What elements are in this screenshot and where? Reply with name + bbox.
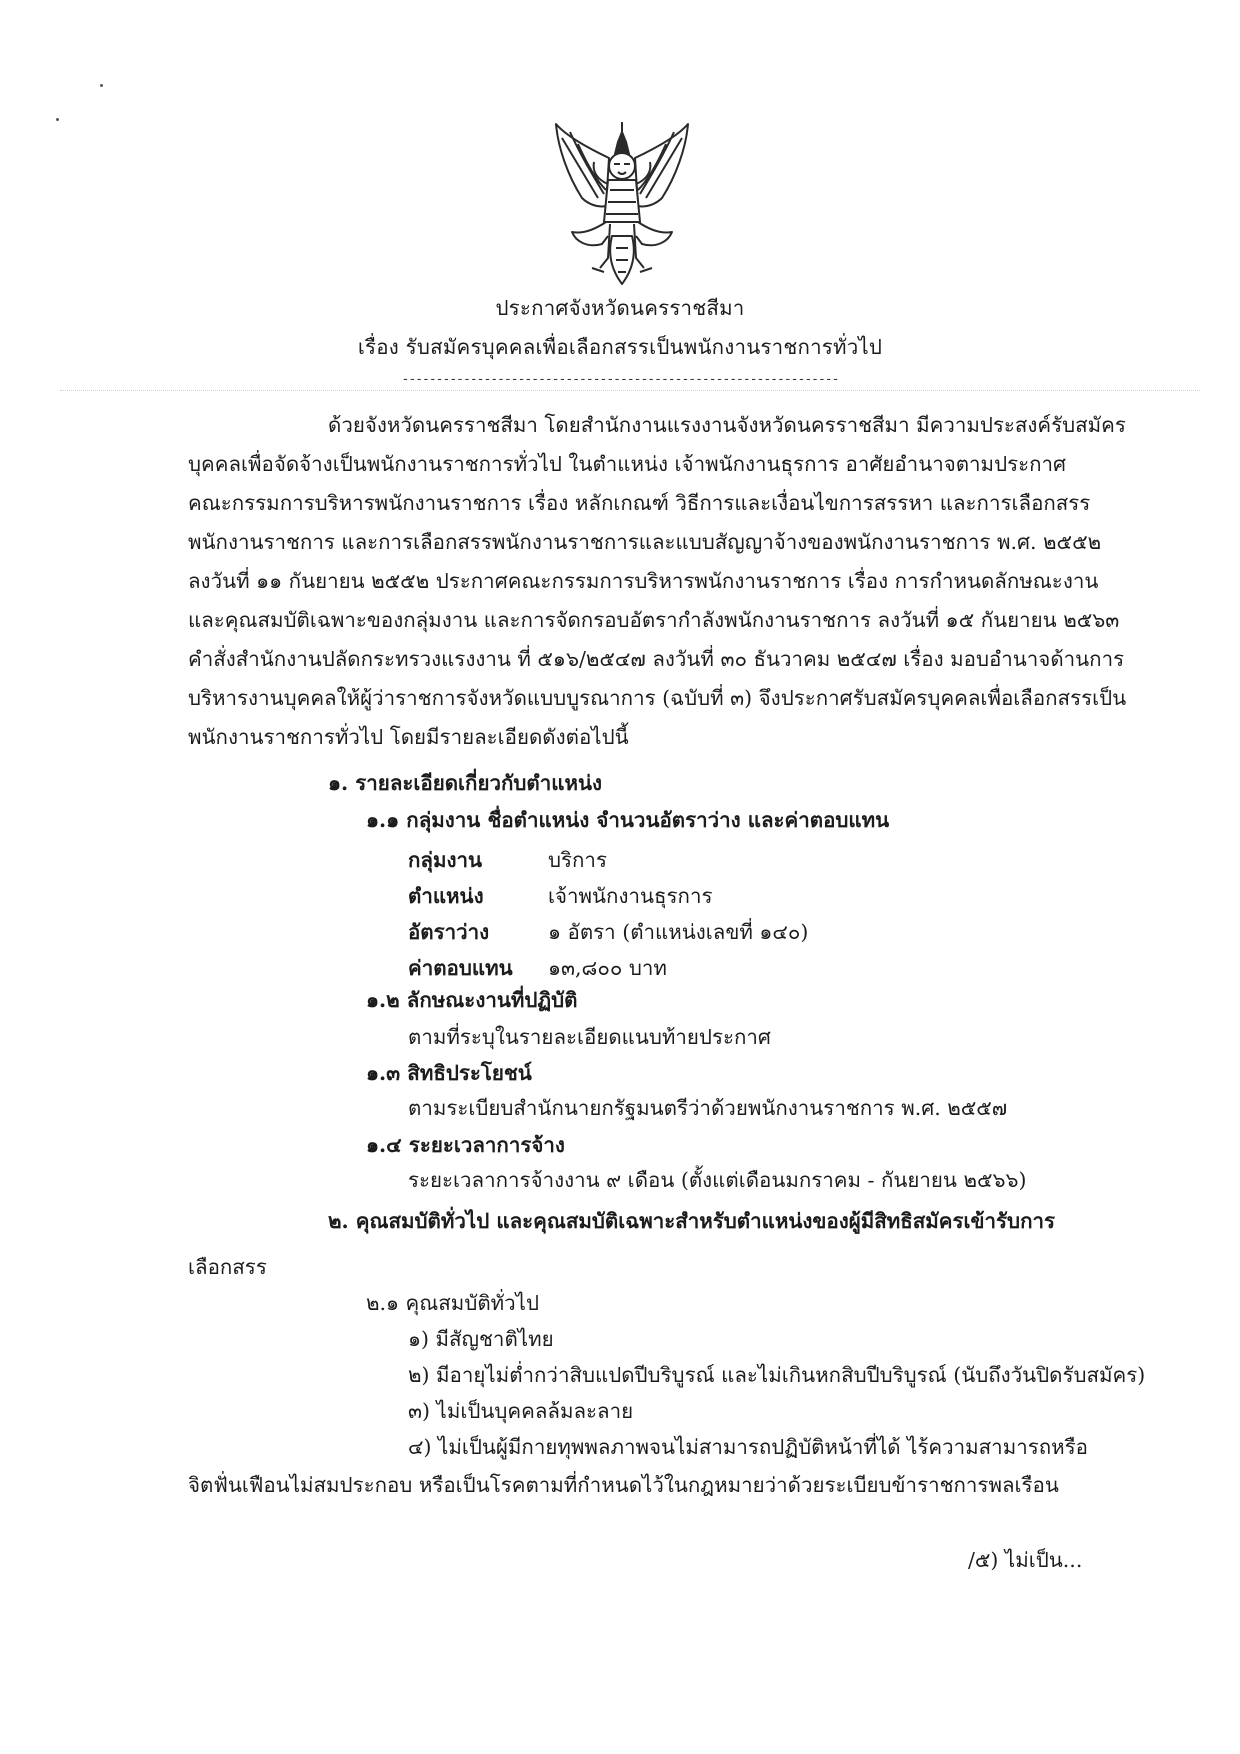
section2-1-heading: ๒.๑ คุณสมบัติทั่วไป bbox=[366, 1291, 539, 1315]
qualification-item: ๓) ไม่เป็นบุคคลล้มละลาย bbox=[408, 1399, 634, 1423]
section2-heading-cont: เลือกสรร bbox=[188, 1255, 267, 1279]
detail-label-position: ตำแหน่ง bbox=[408, 884, 484, 908]
section1-2-heading: ๑.๒ ลักษณะงานที่ปฏิบัติ bbox=[366, 988, 578, 1012]
section1-4-text: ระยะเวลาการจ้างงาน ๙ เดือน (ตั้งแต่เดือนมกราคม - กันยายน ๒๕๖๖) bbox=[408, 1168, 1027, 1192]
detail-value-vacancy: ๑ อัตรา (ตำแหน่งเลขที่ ๑๔๐) bbox=[548, 920, 809, 944]
qualification-item: ๔) ไม่เป็นผู้มีกายทุพพลภาพจนไม่สามารถปฏิบัติหน้าที่ได้ ไร้ความสามารถหรือ bbox=[408, 1435, 1088, 1459]
intro-line: บริหารงานบุคคลให้ผู้ว่าราชการจังหวัดแบบบูรณาการ (ฉบับที่ ๓) จึงประกาศรับสมัครบุคคลเพื่อเลือกสรรเป็น bbox=[188, 686, 1127, 710]
detail-label-salary: ค่าตอบแทน bbox=[408, 956, 513, 980]
intro-line: พนักงานราชการทั่วไป โดยมีรายละเอียดดังต่อไปนี้ bbox=[188, 725, 629, 749]
intro-line: คำสั่งสำนักงานปลัดกระทรวงแรงงาน ที่ ๕๑๖/๒๕๔๗ ลงวันที่ ๓๐ ธันวาคม ๒๕๔๗ เรื่อง มอบอำนาจด้านการ bbox=[188, 647, 1125, 671]
document-title: ประกาศจังหวัดนครราชสีมา bbox=[495, 296, 745, 320]
detail-label-workgroup: กลุ่มงาน bbox=[408, 848, 483, 872]
section1-4-heading: ๑.๔ ระยะเวลาการจ้าง bbox=[366, 1133, 565, 1157]
qualification-item-cont: จิตฟั่นเฟือนไม่สมประกอบ หรือเป็นโรคตามที่กำหนดไว้ในกฎหมายว่าด้วยระเบียบข้าราชการพลเรือน bbox=[188, 1473, 1059, 1497]
qualification-item: ๒) มีอายุไม่ต่ำกว่าสิบแปดปีบริบูรณ์ และไม่เกินหกสิบปีบริบูรณ์ (นับถึงวันปิดรับสมัคร) bbox=[408, 1363, 1146, 1387]
document-subject: เรื่อง รับสมัครบุคคลเพื่อเลือกสรรเป็นพนักงานราชการทั่วไป bbox=[357, 335, 883, 359]
section1-heading: ๑. รายละเอียดเกี่ยวกับตำแหน่ง bbox=[328, 771, 602, 795]
intro-line: ด้วยจังหวัดนครราชสีมา โดยสำนักงานแรงงานจังหวัดนครราชสีมา มีความประสงค์รับสมัคร bbox=[328, 413, 1126, 437]
qualification-item: ๑) มีสัญชาติไทย bbox=[408, 1327, 554, 1351]
section2-heading: ๒. คุณสมบัติทั่วไป และคุณสมบัติเฉพาะสำหรับตำแหน่งของผู้มีสิทธิสมัครเข้ารับการ bbox=[328, 1209, 1055, 1233]
title-divider: ---------------------------------------------------------------- bbox=[401, 372, 839, 387]
section1-3-text: ตามระเบียบสำนักนายกรัฐมนตรีว่าด้วยพนักงานราชการ พ.ศ. ๒๕๕๗ bbox=[408, 1096, 1008, 1120]
garuda-emblem-icon bbox=[548, 118, 696, 290]
page-continuation: /๕) ไม่เป็น... bbox=[968, 1548, 1083, 1572]
intro-line: ลงวันที่ ๑๑ กันยายน ๒๕๕๒ ประกาศคณะกรรมการบริหารพนักงานราชการ เรื่อง การกำหนดลักษณะงาน bbox=[188, 569, 1099, 593]
intro-line: คณะกรรมการบริหารพนักงานราชการ เรื่อง หลักเกณฑ์ วิธีการและเงื่อนไขการสรรหา และการเลือกสรร bbox=[188, 491, 1091, 515]
intro-line: บุคคลเพื่อจัดจ้างเป็นพนักงานราชการทั่วไป ในตำแหน่ง เจ้าพนักงานธุรการ อาศัยอำนาจตามประกาศ bbox=[188, 452, 1067, 476]
section1-2-text: ตามที่ระบุในรายละเอียดแนบท้ายประกาศ bbox=[408, 1025, 771, 1049]
intro-line: และคุณสมบัติเฉพาะของกลุ่มงาน และการจัดกรอบอัตรากำลังพนักงานราชการ ลงวันที่ ๑๕ กันยายน ๒๕๖๓ bbox=[188, 608, 1120, 632]
detail-label-vacancy: อัตราว่าง bbox=[408, 920, 490, 944]
section1-1-heading: ๑.๑ กลุ่มงาน ชื่อตำแหน่ง จำนวนอัตราว่าง และค่าตอบแทน bbox=[366, 808, 890, 832]
section1-3-heading: ๑.๓ สิทธิประโยชน์ bbox=[366, 1061, 532, 1085]
detail-value-position: เจ้าพนักงานธุรการ bbox=[548, 884, 713, 908]
scan-rule bbox=[60, 390, 1200, 391]
scan-speck bbox=[56, 118, 59, 121]
detail-value-salary: ๑๓,๘๐๐ บาท bbox=[548, 956, 667, 980]
intro-line: พนักงานราชการ และการเลือกสรรพนักงานราชการและแบบสัญญาจ้างของพนักงานราชการ พ.ศ. ๒๕๕๒ bbox=[188, 530, 1102, 554]
scan-speck bbox=[100, 84, 103, 87]
detail-value-workgroup: บริการ bbox=[548, 848, 607, 872]
